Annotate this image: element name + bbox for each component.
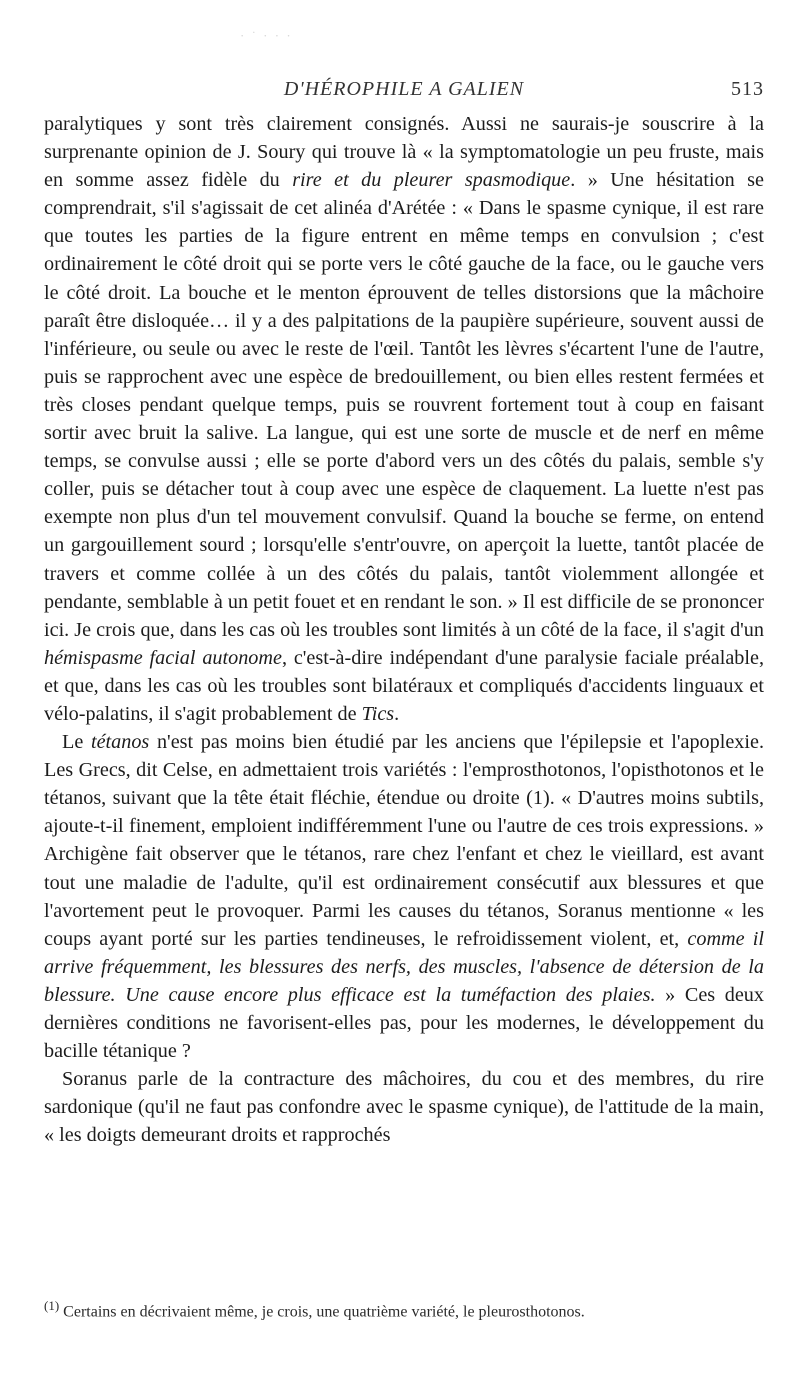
running-header: [44, 78, 764, 104]
footnote-text: Certains en décrivaient même, je crois, une quatrième variété, le pleurosthotonos.: [63, 1303, 585, 1321]
text-run: paralytiques y sont très clairement consignés. Aussi ne saurais-je souscrire à la surprenante opinion de J. Soury qui trouve là « la symptomatologie un peu fruste, mais en somme assez fidèle du: [44, 113, 764, 192]
body-text: [44, 110, 764, 1149]
text-run: .: [394, 702, 400, 725]
text-run: » Ces deux dernières conditions ne favorisent-elles pas, pour les modernes, le développement du bacille tétanique ?: [44, 983, 764, 1063]
italic-run: hémispasme facial autonome: [44, 646, 282, 669]
footnote-mark: (1): [44, 1298, 60, 1313]
running-title: D'HÉROPHILE A GALIEN: [283, 78, 525, 100]
paragraph: [44, 728, 764, 1065]
italic-run: Tics: [361, 702, 395, 725]
bleed-through-smudge: · ˙ · · ·: [240, 28, 293, 43]
page-number: 513: [731, 78, 764, 100]
text-run: Soranus parle de la contracture des mâchoires, du cou et des membres, du rire sardonique (qu'il ne faut pas confondre avec le spasme cynique), de l'attitude de la main, « les doigts demeurant droits et rapprochés: [44, 1068, 764, 1147]
italic-run: comme il arrive fréquemment, les blessures des nerfs, des muscles, l'absence de détersion de la blessure. Une cause encore plus efficace est la tuméfaction des plaies.: [44, 927, 765, 1006]
text-run: , c'est-à-dire indépendant d'une paralysie faciale préalable, et que, dans les cas où les troubles sont bilatéraux et compliqués d'accidents linguaux et vélo-palatins, il s'agit probablement de: [44, 646, 764, 725]
paragraph: [44, 1065, 764, 1149]
text-run: Le: [62, 731, 91, 754]
italic-run: rire et du pleurer spasmodique: [292, 169, 571, 192]
footnote: [44, 1296, 764, 1322]
text-run: n'est pas moins bien étudié par les anciens que l'épilepsie et l'apoplexie. Les Grecs, dit Celse, en admettaient trois variétés : l'emprosthotonos, l'opisthotonos et le tétanos, suivant que la tête était fléchie, étendue ou droite (1). « D'autres moins subtils, ajoute-t-il finement, emploient indifféremment l'une ou l'autre de ces trois expressions. » Archigène fait observer que le tétanos, rare chez l'enfant et chez le vieillard, est avant tout une maladie de l'adulte, qu'il est ordinairement consécutif aux blessures et que l'avortement peut le provoquer. Parmi les causes du tétanos, Soranus mentionne « les coups ayant porté sur les parties tendineuses, le refroidissement violent, et,: [44, 731, 765, 950]
text-run: . » Une hésitation se comprendrait, s'il s'agissait de cet alinéa d'Arétée : « Dans le spasme cynique, il est rare que toutes les parties de la figure entrent en même temps en convulsion ; c'est ordinairement le côté droit qui se porte vers le côté gauche de la face, ou le gauche vers le côté droit. La bouche et le menton éprouvent de telles distorsions que la mâchoire paraît être disloquée… il y a des palpitations de la paupière supérieure, souvent aussi de l'inférieure, ou seule ou avec le reste de l'œil. Tantôt les lèvres s'écartent l'une de l'autre, puis se rapprochent avec une espèce de bredouillement, ou bien elles restent fermées et très closes pendant quelque temps, puis se rouvrent fortement tout à coup en faisant sortir avec bruit la salive. La langue, qui est une sorte de muscle et de nerf en même temps, se convulse aussi ; elle se porte d'abord vers un des côtés du palais, semble s'y coller, puis se détacher tout à coup avec une espèce de claquement. La luette n'est pas exempte non plus d'un tel mouvement convulsif. Quand la bouche se ferme, on entend un gargouillement sourd ; lorsqu'elle s'entr'ouvre, on aperçoit la luette, tantôt placée de travers et comme collée à un des côtés du palais, tantôt violemment allongée et pendante, semblable à un petit fouet et en rendant le son. » Il est difficile de se prononcer ici. Je crois que, dans les cas où les troubles sont limités à un côté de la face, il s'agit d'un: [44, 169, 764, 641]
paragraph: [44, 110, 764, 728]
italic-run: tétanos: [90, 731, 150, 754]
